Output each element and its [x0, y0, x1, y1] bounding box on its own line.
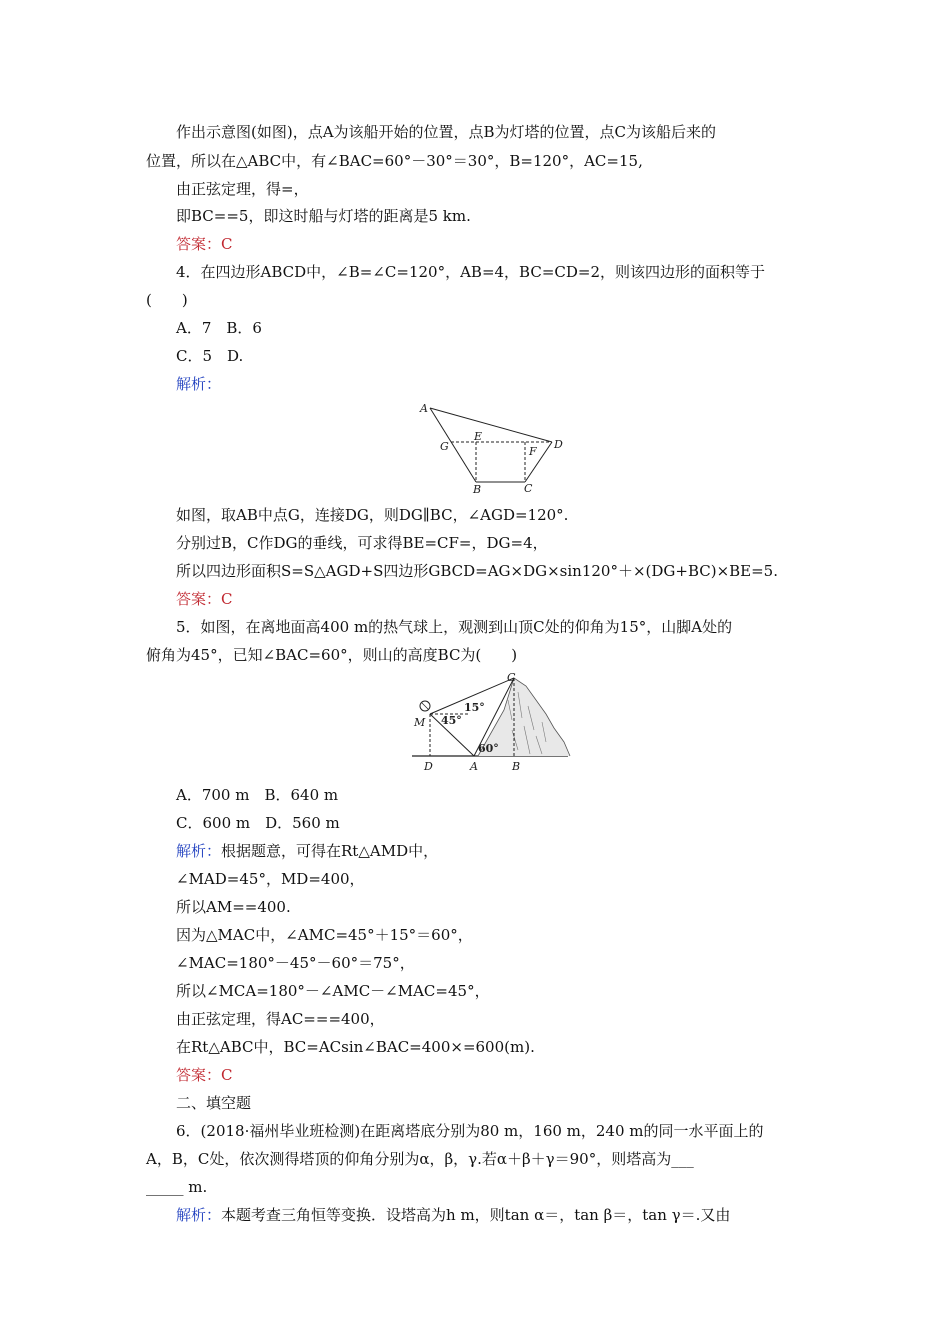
label-C: C [507, 671, 516, 684]
text-line: 即BC==5，即这时船与灯塔的距离是5 km. [176, 207, 471, 225]
label-B: B [473, 483, 482, 494]
label-C: C [524, 482, 533, 494]
text-line: 因为△MAC中，∠AMC=45°＋15°＝60°， [176, 926, 473, 944]
answer-label: 答案：C [176, 1066, 233, 1084]
angle-60: 60° [478, 742, 499, 755]
text-line: 所以AM==400. [176, 898, 291, 916]
options-line: A．7 B．6 [176, 319, 262, 337]
question-4: 4．在四边形ABCD中，∠B=∠C=120°，AB=4，BC=CD=2，则该四边形的面积等于 [176, 263, 766, 281]
label-B: B [512, 760, 521, 773]
text-line: 作出示意图(如图)，点A为该船开始的位置，点B为灯塔的位置，点C为该船后来的 [176, 123, 717, 141]
answer-label: 答案：C [176, 235, 233, 253]
label-E: E [474, 430, 483, 443]
text-line: 分别过B，C作DG的垂线，可求得BE=CF=，DG=4， [176, 534, 548, 552]
label-A: A [420, 402, 428, 415]
text-line: 位置，所以在△ABC中，有∠BAC=60°－30°＝30°，B=120°，AC=15, [146, 152, 643, 170]
options-line: A．700 m B．640 m [176, 786, 339, 804]
label-D: D [554, 438, 563, 451]
answer-label: 答案：C [176, 590, 233, 608]
analysis-line: 解析：根据题意，可得在Rt△AMD中， [176, 842, 439, 860]
analysis-label: 解析： [176, 1206, 222, 1224]
text-line: 所以四边形面积S=S△AGD+S四边形GBCD=AG×DG×sin120°＋×(DG+BC)×BE=5. [176, 562, 778, 580]
text-line: 由正弦定理，得=， [176, 180, 309, 198]
options-line: C．600 m D．560 m [176, 814, 340, 832]
balloon-mountain-figure [408, 670, 572, 776]
text-line: 如图，取AB中点G，连接DG，则DG∥BC，∠AGD=120°. [176, 506, 569, 524]
section-heading: 二、填空题 [176, 1094, 252, 1112]
label-F: F [529, 445, 537, 458]
text-line: ∠MAC=180°－45°－60°＝75°， [176, 954, 415, 972]
angle-15: 15° [464, 701, 485, 714]
angle-45: 45° [441, 714, 462, 727]
text-line: ∠MAD=45°，MD=400， [176, 870, 365, 888]
analysis-line: 解析：本题考查三角恒等变换．设塔高为h m，则tan α＝，tan β＝，tan γ＝.又由 [176, 1206, 731, 1224]
text-line: 由正弦定理，得AC===400， [176, 1010, 385, 1028]
text-line: 俯角为45°，已知∠BAC=60°，则山的高度BC为( ) [146, 646, 518, 664]
analysis-label: 解析： [176, 842, 222, 860]
text-line: 所以∠MCA=180°－∠AMC－∠MAC=45°， [176, 982, 490, 1000]
quadrilateral-figure [410, 398, 570, 494]
text-line: A，B，C处，依次测得塔顶的仰角分别为α，β，γ.若α＋β＋γ＝90°，则塔高为___ [146, 1150, 694, 1168]
analysis-label: 解析： [176, 375, 222, 393]
label-G: G [440, 440, 449, 453]
text-line: 在Rt△ABC中，BC=ACsin∠BAC=400×=600(m). [176, 1038, 535, 1056]
text-line: ( ) [146, 291, 188, 309]
question-6: 6．(2018·福州毕业班检测)在距离塔底分别为80 m，160 m，240 m的同一水平面上的 [176, 1122, 764, 1140]
label-M: M [414, 716, 426, 729]
options-line: C．5 D. [176, 347, 244, 365]
text-line: _____ m. [146, 1178, 208, 1196]
label-D: D [424, 760, 433, 773]
label-A: A [470, 760, 478, 773]
question-5: 5．如图，在离地面高400 m的热气球上，观测到山顶C处的仰角为15°，山脚A处的 [176, 618, 733, 636]
